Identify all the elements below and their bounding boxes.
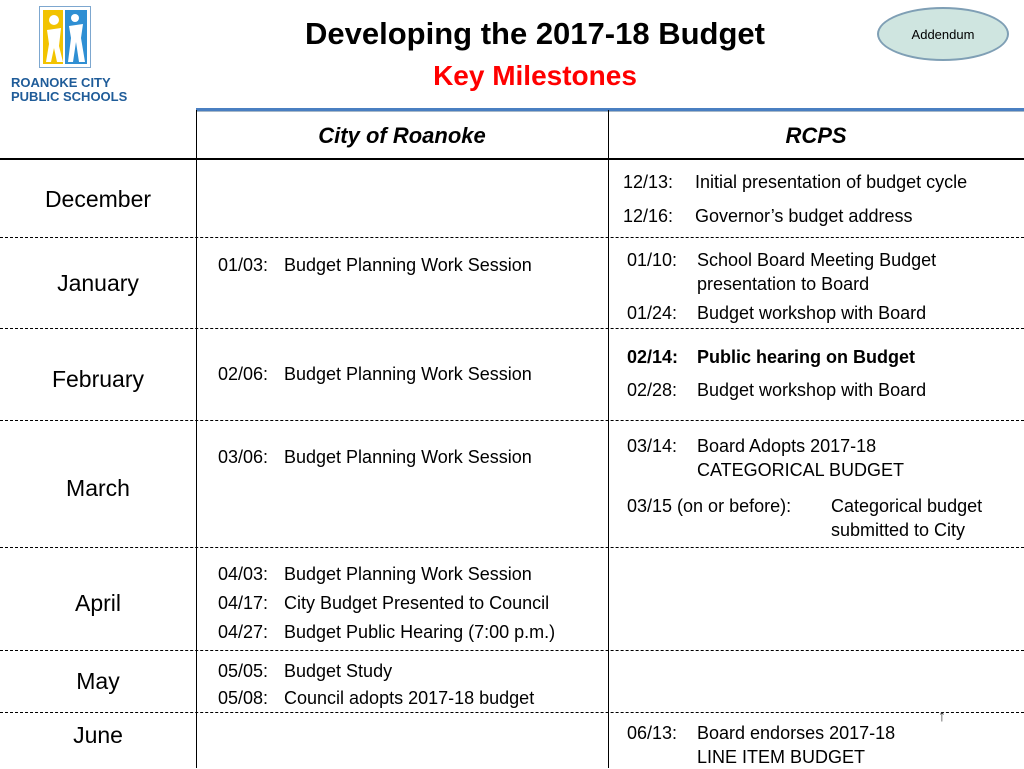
month-january: January xyxy=(57,270,139,296)
event-text-line1: Categorical budget xyxy=(831,496,983,516)
rcps-event-jan-2 xyxy=(627,303,926,324)
row-divider xyxy=(0,547,1024,548)
event-date: 01/10: xyxy=(627,250,678,270)
event-date: 01/03: xyxy=(218,255,269,275)
city-event-apr-3 xyxy=(218,622,555,643)
page-title: Developing the 2017-18 Budget xyxy=(305,16,765,51)
rcps-event-feb-1 xyxy=(627,347,915,368)
rcps-event-dec-1 xyxy=(623,172,967,193)
column-header-rcps: RCPS xyxy=(785,123,847,148)
addendum-button[interactable] xyxy=(877,7,1009,61)
event-date: 02/06: xyxy=(218,364,269,384)
event-date: 04/27: xyxy=(218,622,269,642)
city-event-may-1 xyxy=(218,661,392,682)
event-date: 02/28: xyxy=(627,380,678,400)
school-logo-icon xyxy=(39,6,91,68)
event-date: 05/08: xyxy=(218,688,269,708)
page-subtitle: Key Milestones xyxy=(433,60,637,91)
event-date: 04/03: xyxy=(218,564,269,584)
event-date: 05/05: xyxy=(218,661,269,681)
event-text: Budget Planning Work Session xyxy=(284,564,532,584)
event-date: 12/13: xyxy=(623,172,674,192)
event-text: Initial presentation of budget cycle xyxy=(695,172,968,192)
city-event-feb-1 xyxy=(218,364,532,385)
event-text-line2: LINE ITEM BUDGET xyxy=(697,747,866,767)
row-divider xyxy=(0,650,1024,651)
event-text: Budget Planning Work Session xyxy=(284,447,532,467)
event-text: Budget Planning Work Session xyxy=(284,364,532,384)
event-date: 03/15 (on or before): xyxy=(627,496,792,516)
city-event-jan-1 xyxy=(218,255,532,276)
event-text-line1: Board endorses 2017-18 xyxy=(697,723,896,743)
addendum-label: Addendum xyxy=(911,26,975,42)
arrow-up-icon: ↑ xyxy=(938,708,946,725)
month-june: June xyxy=(73,722,123,748)
month-may: May xyxy=(76,668,120,694)
event-text: Budget Public Hearing (7:00 p.m.) xyxy=(284,622,556,642)
header-row-border xyxy=(0,158,1024,160)
city-event-apr-1 xyxy=(218,564,532,585)
event-text-line1: Board Adopts 2017-18 xyxy=(697,436,877,456)
event-text: Budget workshop with Board xyxy=(697,303,927,323)
event-text-line2: submitted to City xyxy=(831,520,966,540)
row-divider xyxy=(0,328,1024,329)
row-divider xyxy=(0,237,1024,238)
event-date: 02/14: xyxy=(627,347,679,367)
header-rule-shadow xyxy=(196,111,1024,112)
logo-line-1: ROANOKE CITY xyxy=(11,75,111,90)
event-text-line1: School Board Meeting Budget xyxy=(697,250,937,270)
city-event-mar-1 xyxy=(218,447,532,468)
city-event-apr-2 xyxy=(218,593,549,614)
rcps-event-dec-2 xyxy=(623,206,912,227)
event-text: Budget workshop with Board xyxy=(697,380,927,400)
event-date: 04/17: xyxy=(218,593,269,613)
row-divider xyxy=(0,420,1024,421)
month-february: February xyxy=(51,366,145,392)
rcps-logo xyxy=(6,4,128,108)
event-text: Budget Study xyxy=(284,661,393,681)
column-header-city: City of Roanoke xyxy=(318,123,486,148)
event-date: 01/24: xyxy=(627,303,678,323)
event-text: Budget Planning Work Session xyxy=(284,255,532,275)
logo-line-2: PUBLIC SCHOOLS xyxy=(11,89,128,104)
event-date: 03/14: xyxy=(627,436,678,456)
event-text-line2: CATEGORICAL BUDGET xyxy=(697,460,905,480)
event-text: Public hearing on Budget xyxy=(697,347,916,367)
event-date: 06/13: xyxy=(627,723,678,743)
event-text: City Budget Presented to Council xyxy=(284,593,550,613)
rcps-event-feb-2 xyxy=(627,380,926,401)
city-event-may-2 xyxy=(218,688,534,709)
event-text-line2: presentation to Board xyxy=(697,274,870,294)
event-text: Governor’s budget address xyxy=(695,206,913,226)
event-text: Council adopts 2017-18 budget xyxy=(284,688,535,708)
month-march: March xyxy=(66,475,130,501)
month-april: April xyxy=(74,590,121,616)
event-date: 12/16: xyxy=(623,206,674,226)
logo-wordmark xyxy=(11,76,127,104)
event-date: 03/06: xyxy=(218,447,269,467)
row-divider xyxy=(0,712,1024,713)
column-divider-right xyxy=(608,110,609,768)
month-december: December xyxy=(44,186,152,212)
column-divider-left xyxy=(196,110,197,768)
